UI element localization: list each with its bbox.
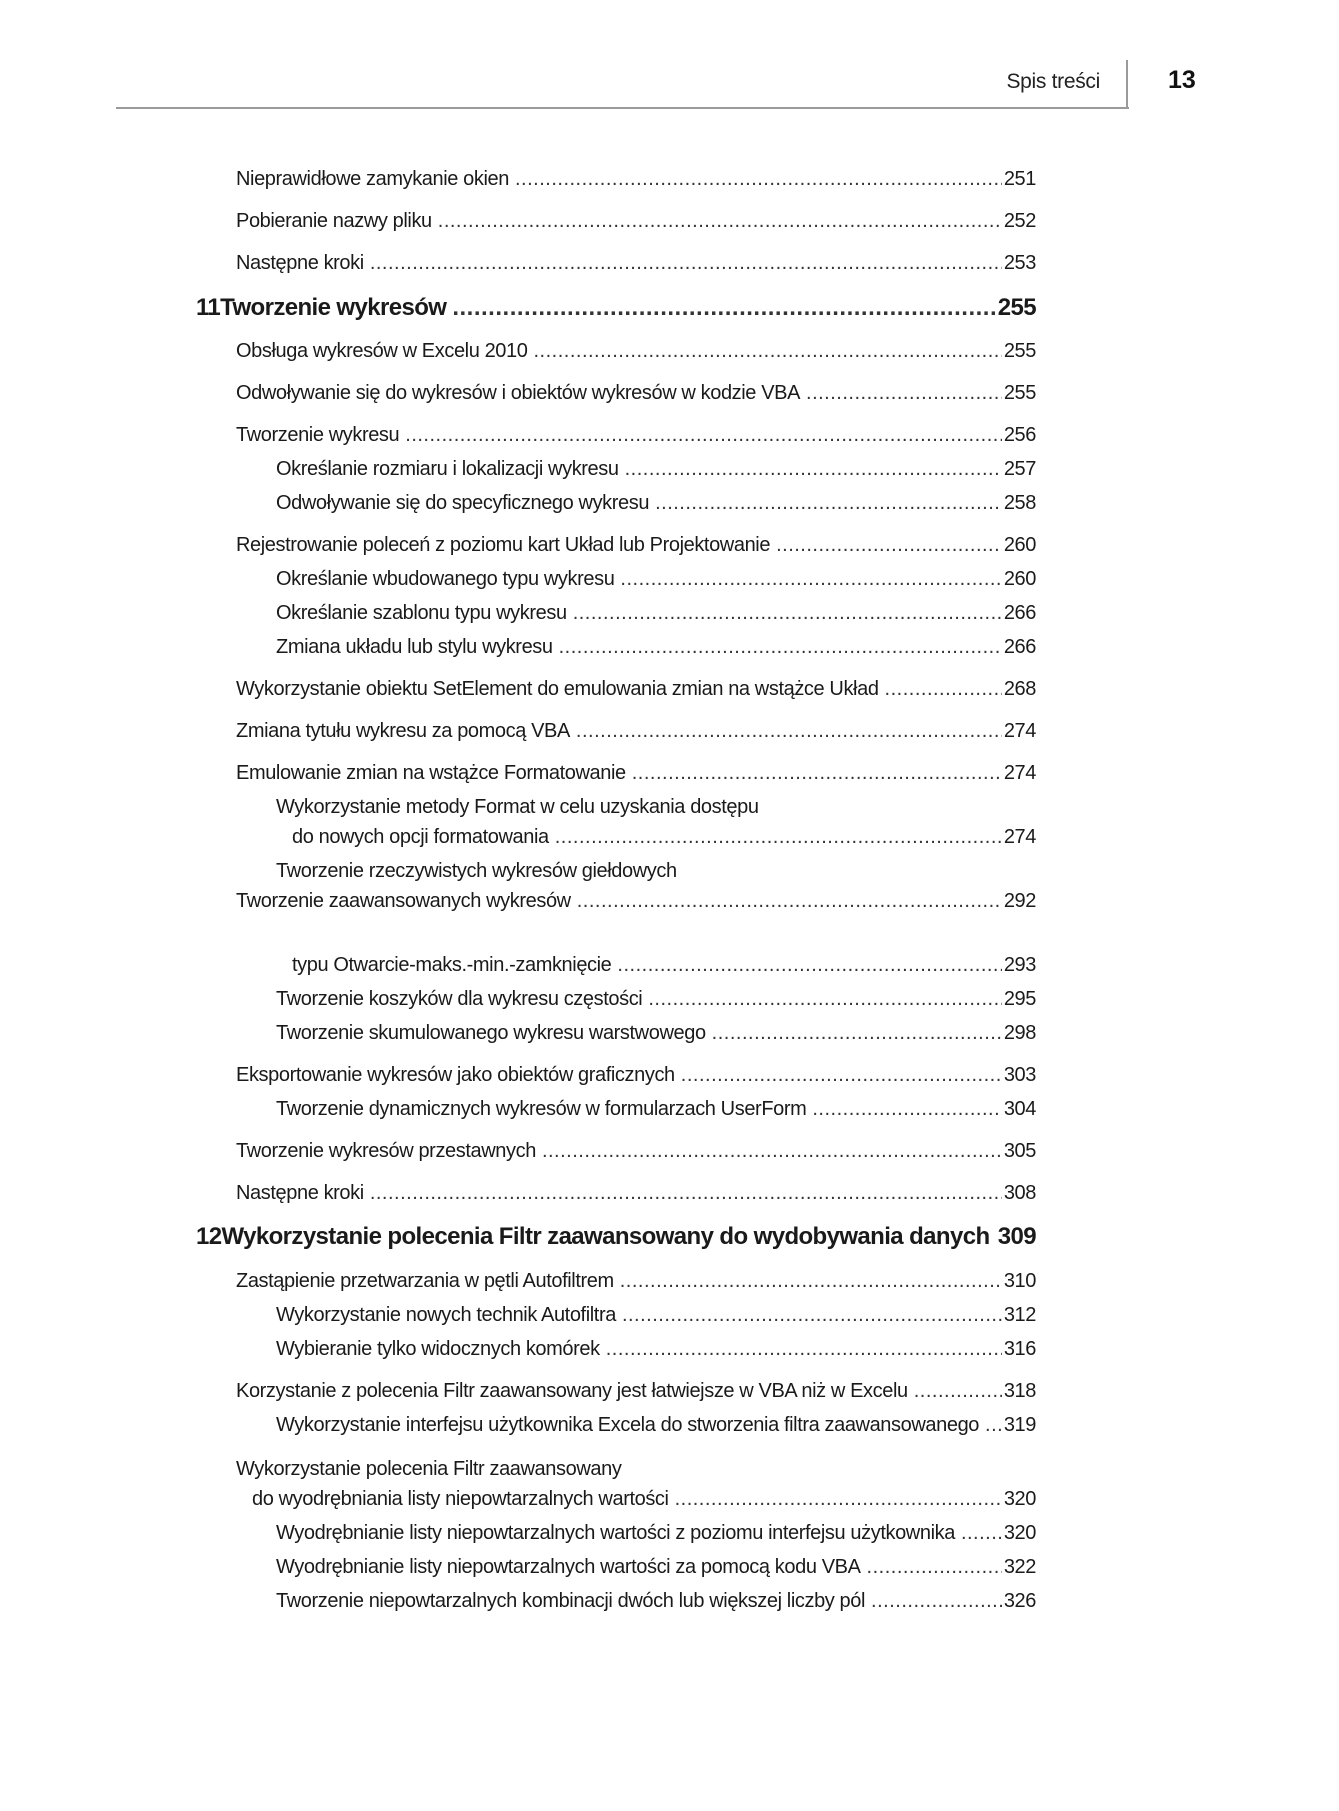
toc-page-number: 252 xyxy=(1003,210,1036,232)
toc-entry[interactable] xyxy=(0,1180,1036,1206)
dot-leader xyxy=(542,1138,1002,1164)
toc-page-number: 322 xyxy=(1003,1556,1036,1578)
toc-page-number: 310 xyxy=(1003,1270,1036,1292)
dot-leader xyxy=(576,718,1002,744)
toc-entry[interactable] xyxy=(0,634,1036,660)
toc-page-number: 255 xyxy=(1003,340,1036,362)
running-head: Spis treści xyxy=(1006,70,1100,93)
header-separator xyxy=(1126,60,1128,107)
toc-entry[interactable] xyxy=(0,1336,1036,1362)
toc-entry[interactable] xyxy=(0,166,1036,192)
dot-leader xyxy=(675,1486,1002,1512)
toc-entry[interactable] xyxy=(0,760,1036,786)
toc-page-number: 255 xyxy=(1003,382,1036,404)
dot-leader xyxy=(867,1554,1002,1580)
toc-entry[interactable] xyxy=(0,1412,1036,1438)
dot-leader xyxy=(632,760,1002,786)
toc-entry[interactable] xyxy=(0,338,1036,364)
toc-page-number: 274 xyxy=(1003,826,1036,848)
toc-entry-title: Odwoływanie się do specyficznego wykresu xyxy=(276,492,650,514)
toc-page-number: 268 xyxy=(1003,678,1036,700)
toc-entry[interactable] xyxy=(0,250,1036,276)
toc-entry-title: Nieprawidłowe zamykanie okien xyxy=(236,168,509,190)
toc-entry-title: Tworzenie wykresów xyxy=(220,294,447,321)
toc-entry[interactable] xyxy=(0,600,1036,626)
toc-page-number: 256 xyxy=(1003,424,1036,446)
dot-leader xyxy=(914,1378,1002,1404)
dot-leader xyxy=(515,166,1002,192)
toc-entry-title: Rejestrowanie poleceń z poziomu kart Układ lub Projektowanie xyxy=(236,534,771,556)
toc-chapter[interactable] xyxy=(0,1222,1036,1252)
toc-entry[interactable] xyxy=(0,1268,1036,1294)
dot-leader xyxy=(776,532,1002,558)
dot-leader xyxy=(617,952,1001,978)
toc-page-number: 274 xyxy=(1003,762,1036,784)
toc-page-number: 320 xyxy=(1003,1488,1036,1510)
dot-leader xyxy=(620,566,1001,592)
toc-entry[interactable] xyxy=(0,380,1036,406)
toc-page-number: 260 xyxy=(1003,534,1036,556)
toc-entry[interactable] xyxy=(0,1062,1036,1088)
toc-page-number: 305 xyxy=(1003,1140,1036,1162)
toc-entry-title: Tworzenie niepowtarzalnych kombinacji dwóch lub większej liczby pól xyxy=(276,1590,866,1612)
toc-entry[interactable] xyxy=(0,532,1036,558)
toc-entry-title: Tworzenie dynamicznych wykresów w formularzach UserForm xyxy=(276,1098,807,1120)
toc-entry-title-line1: Tworzenie rzeczywistych wykresów giełdowych xyxy=(276,860,677,882)
toc-entry-title: Wykorzystanie obiektu SetElement do emulowania zmian na wstążce Układ xyxy=(236,678,879,700)
toc-entry-title: Obsługa wykresów w Excelu 2010 xyxy=(236,340,528,362)
toc-page-number: 295 xyxy=(1003,988,1036,1010)
page-number: 13 xyxy=(1168,66,1196,94)
dot-leader xyxy=(555,824,1002,850)
dot-leader xyxy=(961,1520,1002,1546)
toc-entry-title: Wykorzystanie nowych technik Autofiltra xyxy=(276,1304,616,1326)
toc-entry-title: Wybieranie tylko widocznych komórek xyxy=(276,1338,600,1360)
toc-page-number: 304 xyxy=(1003,1098,1036,1120)
toc-entry-title: Wykorzystanie polecenia Filtr zaawansowany do wydobywania danych xyxy=(221,1223,990,1250)
toc-entry-title: Tworzenie koszyków dla wykresu częstości xyxy=(276,988,643,1010)
toc-entry-title: Następne kroki xyxy=(236,1182,364,1204)
dot-leader xyxy=(806,380,1002,406)
dot-leader xyxy=(655,490,1002,516)
toc-entry-title: Zastąpienie przetwarzania w pętli Autofiltrem xyxy=(236,1270,614,1292)
toc-page-number: 292 xyxy=(1003,890,1036,912)
toc-page-number: 274 xyxy=(1003,720,1036,742)
toc-entry[interactable] xyxy=(0,986,1036,1012)
toc-entry-title-line1: Wykorzystanie polecenia Filtr zaawansowany xyxy=(236,1458,622,1480)
toc-entry-title: Zmiana układu lub stylu wykresu xyxy=(276,636,553,658)
dot-leader xyxy=(871,1588,1002,1614)
toc-page-number: 309 xyxy=(997,1223,1036,1250)
toc-page-number: 308 xyxy=(1003,1182,1036,1204)
toc-entry-title: Korzystanie z polecenia Filtr zaawansowany jest łatwiejsze w VBA niż w Excelu xyxy=(236,1380,908,1402)
dot-leader xyxy=(438,208,1002,234)
toc-entry-title: typu Otwarcie-maks.-min.-zamknięcie xyxy=(292,954,612,976)
toc-entry-title: Pobieranie nazwy pliku xyxy=(236,210,432,232)
toc-entry[interactable] xyxy=(0,888,1036,914)
toc-entry[interactable] xyxy=(0,456,1036,482)
toc-entry-title: Eksportowanie wykresów jako obiektów graficznych xyxy=(236,1064,675,1086)
toc-page-number: 303 xyxy=(1003,1064,1036,1086)
dot-leader xyxy=(405,422,1002,448)
toc-entry[interactable] xyxy=(0,1378,1036,1404)
dot-leader xyxy=(681,1062,1002,1088)
toc-entry[interactable] xyxy=(0,718,1036,744)
chapter-number: 11 xyxy=(196,294,221,321)
toc-page-number: 326 xyxy=(1003,1590,1036,1612)
toc-entry-title: Określanie wbudowanego typu wykresu xyxy=(276,568,615,590)
toc-entry-title: Następne kroki xyxy=(236,252,364,274)
toc-entry[interactable] xyxy=(0,490,1036,516)
toc-page-number: 260 xyxy=(1003,568,1036,590)
header-rule xyxy=(116,107,1129,109)
dot-leader xyxy=(573,600,1002,626)
toc-entry[interactable] xyxy=(0,1096,1036,1122)
dot-leader xyxy=(370,1180,1002,1206)
toc-entry-title: Tworzenie zaawansowanych wykresów xyxy=(236,890,571,912)
dot-leader xyxy=(622,1302,1002,1328)
dot-leader xyxy=(577,888,1002,914)
dot-leader xyxy=(712,1020,1002,1046)
toc-entry-title: Zmiana tytułu wykresu za pomocą VBA xyxy=(236,720,570,742)
toc-chapter[interactable] xyxy=(0,293,1036,323)
toc-page-number: 318 xyxy=(1003,1380,1036,1402)
toc-entry-title: Określanie rozmiaru i lokalizacji wykresu xyxy=(276,458,619,480)
toc-entry-title: Odwoływanie się do wykresów i obiektów wykresów w kodzie VBA xyxy=(236,382,801,404)
toc-page-number: 251 xyxy=(1003,168,1036,190)
toc-entry[interactable] xyxy=(0,1486,1036,1512)
chapter-number: 12 xyxy=(196,1223,222,1250)
toc-entry[interactable] xyxy=(0,1302,1036,1328)
dot-leader xyxy=(625,456,1002,482)
toc-entry-title: Tworzenie wykresu xyxy=(236,424,400,446)
toc-entry-title: do nowych opcji formatowania xyxy=(292,826,549,848)
toc-entry-title: do wyodrębniania listy niepowtarzalnych wartości xyxy=(252,1488,669,1510)
toc-page-number: 257 xyxy=(1003,458,1036,480)
toc-page-number: 316 xyxy=(1003,1338,1036,1360)
dot-leader xyxy=(985,1412,1002,1438)
toc-page-number: 319 xyxy=(1003,1414,1036,1436)
toc-entry-title: Tworzenie wykresów przestawnych xyxy=(236,1140,536,1162)
toc-entry-title: Tworzenie skumulowanego wykresu warstwowego xyxy=(276,1022,706,1044)
dot-leader xyxy=(533,338,1001,364)
dot-leader xyxy=(620,1268,1002,1294)
dot-leader xyxy=(559,634,1002,660)
toc-entry[interactable] xyxy=(0,824,1036,850)
toc-page-number: 258 xyxy=(1003,492,1036,514)
toc-page-number: 312 xyxy=(1003,1304,1036,1326)
toc-entry[interactable] xyxy=(0,1588,1036,1614)
toc-entry-title: Emulowanie zmian na wstążce Formatowanie xyxy=(236,762,626,784)
toc-page-number: 298 xyxy=(1003,1022,1036,1044)
dot-leader xyxy=(452,293,995,323)
toc-entry[interactable] xyxy=(0,952,1036,978)
toc-page-number: 320 xyxy=(1003,1522,1036,1544)
toc-entry[interactable] xyxy=(0,1554,1036,1580)
toc-entry-title: Wyodrębnianie listy niepowtarzalnych wartości za pomocą kodu VBA xyxy=(276,1556,861,1578)
toc-entry[interactable] xyxy=(0,208,1036,234)
toc-entry[interactable] xyxy=(0,1138,1036,1164)
dot-leader xyxy=(885,676,1002,702)
toc-entry-title-line1: Wykorzystanie metody Format w celu uzyskania dostępu xyxy=(276,796,759,818)
toc-entry-title: Wyodrębnianie listy niepowtarzalnych wartości z poziomu interfejsu użytkownika xyxy=(276,1522,955,1544)
toc-entry[interactable] xyxy=(0,1020,1036,1046)
toc-page-number: 266 xyxy=(1003,602,1036,624)
dot-leader xyxy=(812,1096,1001,1122)
toc-entry[interactable] xyxy=(0,676,1036,702)
toc-page-number: 266 xyxy=(1003,636,1036,658)
toc-page-number: 255 xyxy=(997,294,1036,321)
toc-page-number: 253 xyxy=(1003,252,1036,274)
toc-entry[interactable] xyxy=(0,422,1036,448)
dot-leader xyxy=(370,250,1002,276)
toc-entry[interactable] xyxy=(0,566,1036,592)
toc-entry-title: Wykorzystanie interfejsu użytkownika Excela do stworzenia filtra zaawansowanego xyxy=(276,1414,980,1436)
dot-leader xyxy=(606,1336,1002,1362)
dot-leader xyxy=(648,986,1001,1012)
toc-page-number: 293 xyxy=(1003,954,1036,976)
toc-entry-title: Określanie szablonu typu wykresu xyxy=(276,602,567,624)
toc-entry[interactable] xyxy=(0,1520,1036,1546)
